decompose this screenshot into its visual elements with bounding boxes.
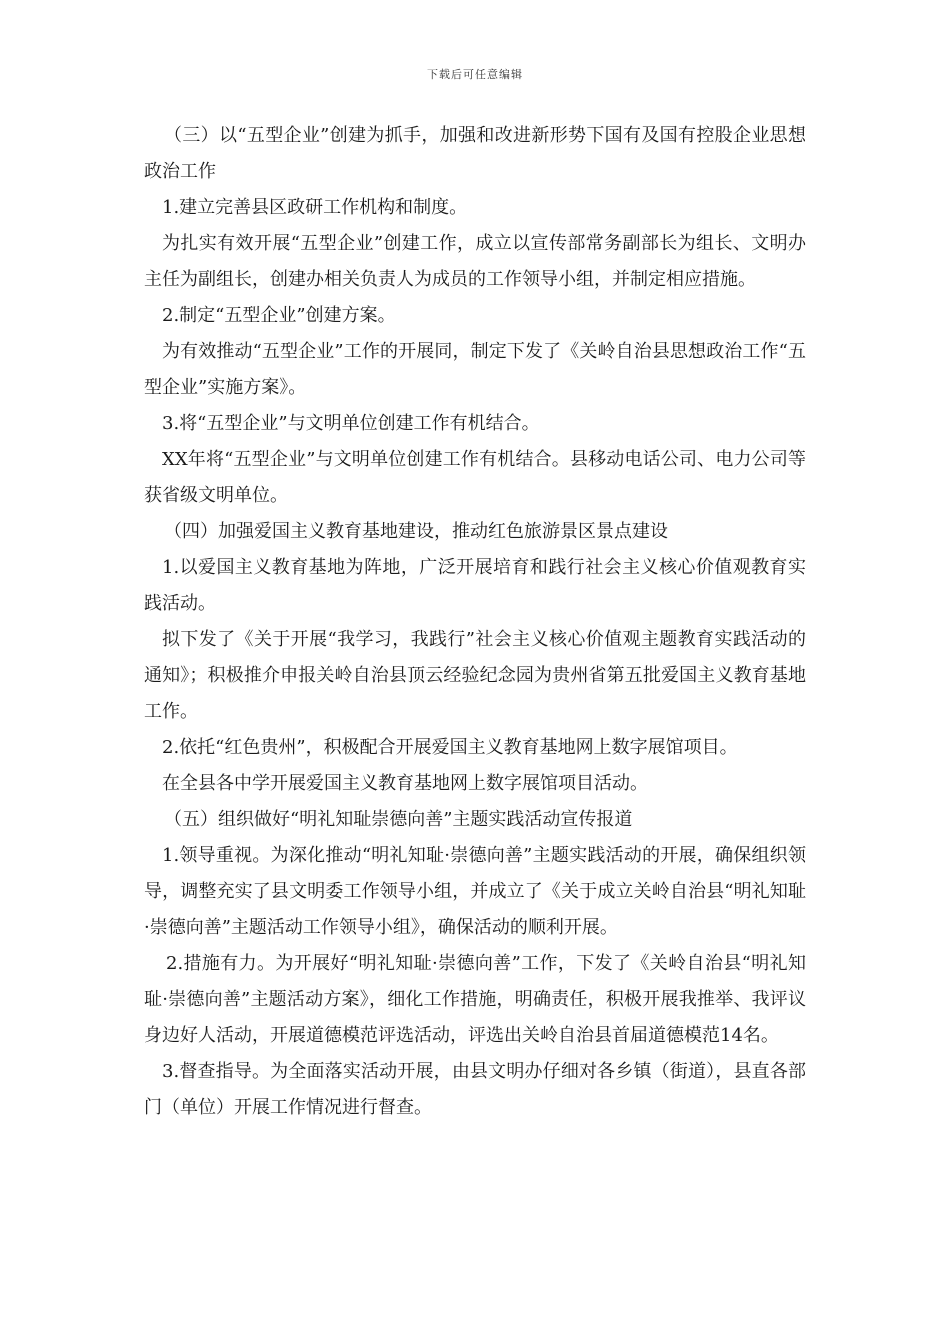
section-heading-5: （五）组织做好“明礼知耻崇德向善”主题实践活动宣传报道 [164, 809, 633, 830]
subheading-3-1: 1.建立完善县区政研工作机构和制度。 [162, 197, 468, 218]
subheading-4-2: 2.依托“红色贵州”，积极配合开展爱国主义教育基地网上数字展馆项目。 [162, 737, 738, 758]
document-body [144, 118, 806, 1126]
paragraph-5-1: 1.领导重视。为深化推动“明礼知耻·崇德向善”主题实践活动的开展，确保组织领导，调整充实了县文明委工作领导小组，并成立了《关于成立关岭自治县“明礼知耻·崇德向善”主题活动工作领导小组》，确保活动的顺利开展。 [144, 845, 806, 938]
paragraph-3-2: 为有效推动“五型企业”工作的开展同，制定下发了《关岭自治县思想政治工作“五型企业”实施方案》。 [144, 341, 806, 398]
subheading-3-3: 3.将“五型企业”与文明单位创建工作有机结合。 [162, 413, 540, 434]
section-heading-4: （四）加强爱国主义教育基地建设，推动红色旅游景区景点建设 [164, 521, 668, 542]
paragraph-5-3: 3.督查指导。为全面落实活动开展，由县文明办仔细对各乡镇（街道），县直各部门（单位）开展工作情况进行督查。 [144, 1061, 806, 1118]
page-header: 下载后可任意编辑 [427, 68, 523, 81]
subheading-4-1: 1.以爱国主义教育基地为阵地，广泛开展培育和践行社会主义核心价值观教育实践活动。 [144, 557, 806, 614]
paragraph-4-1: 拟下发了《关于开展“我学习，我践行”社会主义核心价值观主题教育实践活动的通知》；积极推介申报关岭自治县顶云经验纪念园为贵州省第五批爱国主义教育基地工作。 [144, 629, 806, 722]
subheading-3-2: 2.制定“五型企业”创建方案。 [162, 305, 396, 326]
section-heading-3: （三）以“五型企业”创建为抓手，加强和改进新形势下国有及国有控股企业思想政治工作 [144, 125, 806, 182]
paragraph-5-2: 2.措施有力。为开展好“明礼知耻·崇德向善”工作，下发了《关岭自治县“明礼知耻·崇德向善”主题活动方案》，细化工作措施，明确责任，积极开展我推举、我评议身边好人活动，开展道德模范评选活动，评选出关岭自治县首届道德模范14名。 [144, 953, 806, 1046]
paragraph-4-2: 在全县各中学开展爱国主义教育基地网上数字展馆项目活动。 [162, 773, 648, 794]
paragraph-3-1: 为扎实有效开展“五型企业”创建工作，成立以宣传部常务副部长为组长、文明办主任为副组长，创建办相关负责人为成员的工作领导小组，并制定相应措施。 [144, 233, 806, 290]
paragraph-3-3: XX年将“五型企业”与文明单位创建工作有机结合。县移动电话公司、电力公司等获省级文明单位。 [144, 449, 806, 506]
